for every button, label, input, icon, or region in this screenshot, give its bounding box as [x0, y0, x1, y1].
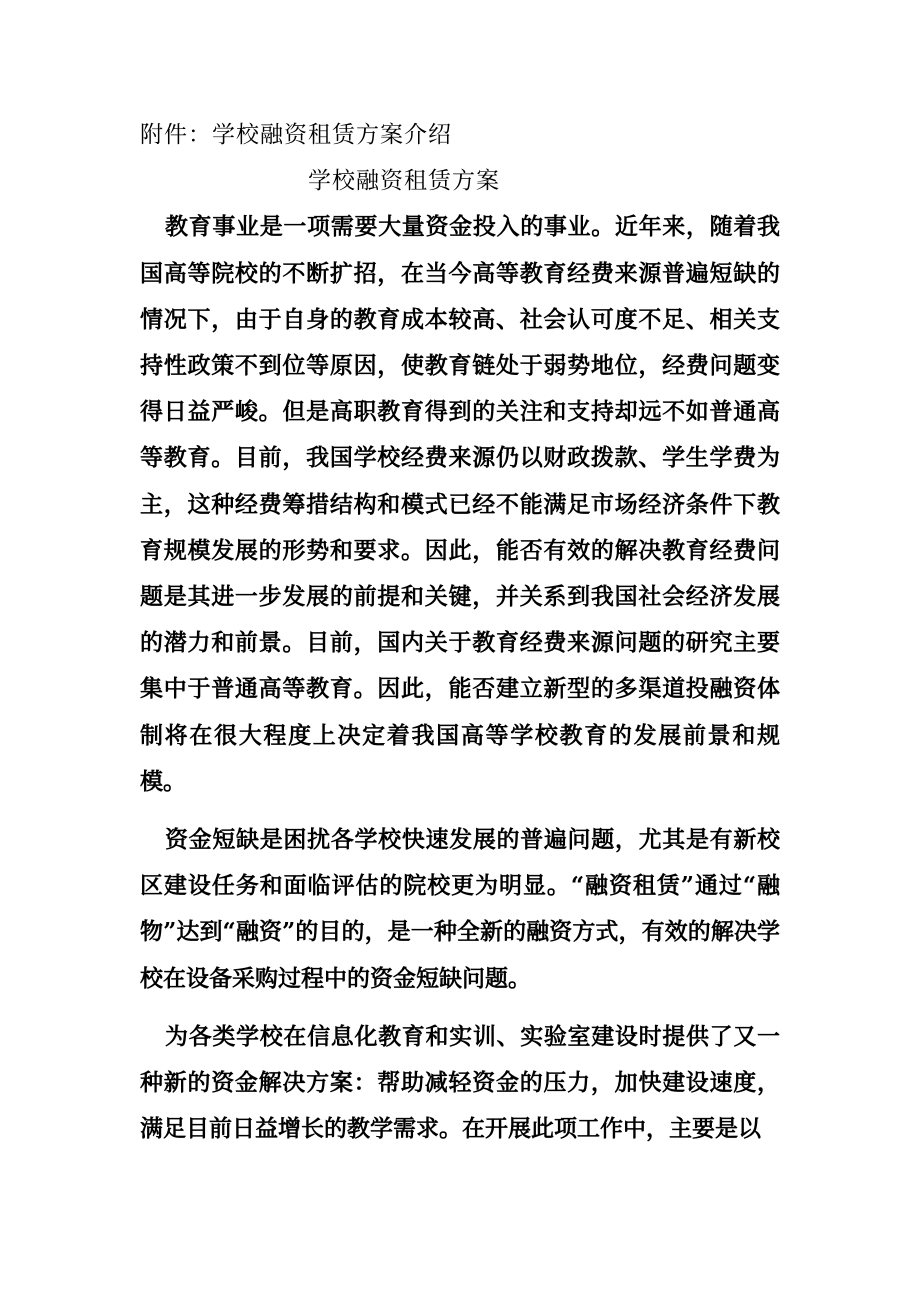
document-title: 学校融资租赁方案 — [308, 168, 500, 195]
attachment-title: 附件：学校融资租赁方案介绍 — [140, 122, 452, 148]
paragraph-2: 资金短缺是困扰各学校快速发展的普遍问题，尤其是有新校区建设任务和面临评估的院校更为明显。“融资租赁”通过“融物”达到“融资”的目的，是一种全新的融资方式，有效的解决学校在设备采购过程中的资金短缺问题。 — [140, 826, 780, 992]
paragraph-3: 为各类学校在信息化教育和实训、实验室建设时提供了又一种新的资金解决方案：帮助减轻资金的压力，加快建设速度，满足目前日益增长的教学需求。在开展此项工作中，主要是以 — [140, 1022, 780, 1143]
document-body — [140, 112, 780, 1164]
paragraph-1: 教育事业是一项需要大量资金投入的事业。近年来，随着我国高等院校的不断扩招，在当今高等教育经费来源普遍短缺的情况下，由于自身的教育成本较高、社会认可度不足、相关支持性政策不到位等原因，使教育链处于弱势地位，经费问题变得日益严峻。但是高职教育得到的关注和支持却远不如普通高等教育。目前，我国学校经费来源仍以财政拨款、学生学费为主，这种经费筹措结构和模式已经不能满足市场经济条件下教育规模发展的形势和要求。因此，能否有效的解决教育经费问题是其进一步发展的前提和关键，并关系到我国社会经济发展的潜力和前景。目前，国内关于教育经费来源问题的研究主要集中于普通高等教育。因此，能否建立新型的多渠道投融资体制将在很大程度上决定着我国高等学校教育的发展前景和规模。 — [140, 213, 780, 795]
